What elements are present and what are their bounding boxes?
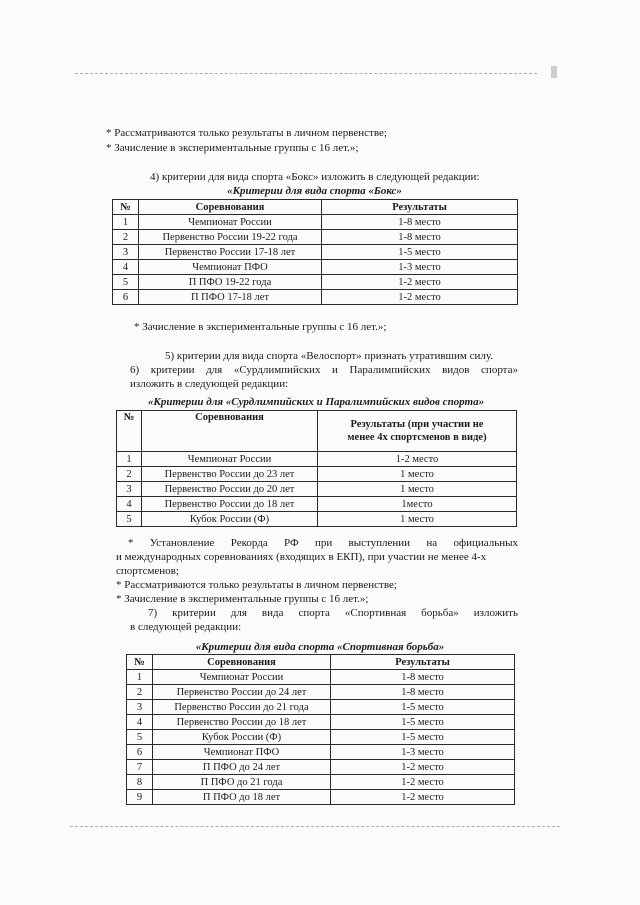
row-num: 5 bbox=[127, 730, 153, 745]
header-results: Результаты (при участии не менее 4х спортсменов в виде) bbox=[318, 411, 517, 452]
table-row bbox=[127, 685, 515, 700]
row-num: 4 bbox=[117, 497, 142, 512]
row-competition: Первенство России до 24 лет bbox=[153, 685, 331, 700]
row-num: 2 bbox=[117, 467, 142, 482]
table-row bbox=[117, 452, 517, 467]
table-header-row bbox=[127, 655, 515, 670]
paragraph-6-line-2: изложить в следующей редакции: bbox=[130, 378, 289, 390]
row-num: 9 bbox=[127, 790, 153, 805]
row-competition: Кубок России (Ф) bbox=[153, 730, 331, 745]
paragraph-4: 4) критерии для вида спорта «Бокс» изложить в следующей редакции: bbox=[150, 171, 480, 183]
row-num: 5 bbox=[117, 512, 142, 527]
scan-line-bottom bbox=[70, 826, 560, 827]
row-result: 1-3 место bbox=[322, 260, 518, 275]
paragraph-5: 5) критерии для вида спорта «Велоспорт» признать утратившим силу. bbox=[165, 350, 494, 362]
row-result: 1-2 место bbox=[331, 790, 515, 805]
row-result: 1-5 место bbox=[331, 715, 515, 730]
scan-line-top bbox=[75, 73, 537, 74]
row-competition: Чемпионат ПФО bbox=[139, 260, 322, 275]
row-result: 1 место bbox=[318, 512, 517, 527]
table-row bbox=[127, 730, 515, 745]
table-row bbox=[113, 260, 518, 275]
header-competitions: Соревнования bbox=[153, 655, 331, 670]
table-row bbox=[113, 275, 518, 290]
paragraph-6-line-1: 6) критерии для «Сурдлимпийских и Паралимпийских видов спорта» bbox=[130, 364, 518, 376]
row-result: 1-2 место bbox=[322, 290, 518, 305]
row-num: 4 bbox=[113, 260, 139, 275]
box-criteria-table bbox=[112, 199, 518, 305]
row-competition: П ПФО до 21 года bbox=[153, 775, 331, 790]
header-num: № bbox=[113, 200, 139, 215]
table-row bbox=[117, 497, 517, 512]
row-result: 1-8 место bbox=[331, 685, 515, 700]
row-competition: П ПФО 19-22 года bbox=[139, 275, 322, 290]
paralympic-criteria-table bbox=[116, 410, 517, 527]
top-note-1: * Рассматриваются только результаты в личном первенстве; bbox=[106, 127, 387, 139]
row-num: 3 bbox=[113, 245, 139, 260]
box-table-title: «Критерии для вида спорта «Бокс» bbox=[227, 185, 402, 197]
row-num: 4 bbox=[127, 715, 153, 730]
header-num: № bbox=[117, 411, 142, 452]
row-result: 1-2 место bbox=[322, 275, 518, 290]
row-num: 2 bbox=[113, 230, 139, 245]
table-row bbox=[117, 512, 517, 527]
table-row bbox=[127, 700, 515, 715]
row-competition: Кубок России (Ф) bbox=[142, 512, 318, 527]
header-num: № bbox=[127, 655, 153, 670]
row-result: 1-8 место bbox=[322, 230, 518, 245]
row-competition: Первенство России до 21 года bbox=[153, 700, 331, 715]
row-result: 1 место bbox=[318, 482, 517, 497]
table-row bbox=[127, 775, 515, 790]
table-row bbox=[117, 467, 517, 482]
row-result: 1-5 место bbox=[331, 730, 515, 745]
row-competition: Первенство России до 23 лет bbox=[142, 467, 318, 482]
paragraph-7-line-2: в следующей редакции: bbox=[130, 621, 242, 633]
row-num: 3 bbox=[117, 482, 142, 497]
row-competition: Первенство России 17-18 лет bbox=[139, 245, 322, 260]
para-table-title: «Критерии для «Сурдлимпийских и Паралимпийских видов спорта» bbox=[147, 396, 485, 408]
row-result: 1-2 место bbox=[331, 775, 515, 790]
wrestling-table-title: «Критерии для вида спорта «Спортивная борьба» bbox=[195, 641, 445, 653]
row-competition: П ПФО до 18 лет bbox=[153, 790, 331, 805]
header-competitions: Соревнования bbox=[142, 411, 318, 452]
row-num: 6 bbox=[127, 745, 153, 760]
table-row bbox=[127, 790, 515, 805]
table-header-row bbox=[113, 200, 518, 215]
table-row bbox=[113, 290, 518, 305]
table-row bbox=[127, 745, 515, 760]
row-competition: П ПФО 17-18 лет bbox=[139, 290, 322, 305]
table-header-row bbox=[117, 411, 517, 452]
row-competition: Первенство России до 20 лет bbox=[142, 482, 318, 497]
row-num: 6 bbox=[113, 290, 139, 305]
para-note-1: * Рассматриваются только результаты в личном первенстве; bbox=[116, 579, 397, 591]
table-row bbox=[113, 230, 518, 245]
para-note-2: * Зачисление в экспериментальные группы с 16 лет.»; bbox=[116, 593, 369, 605]
row-competition: Первенство России 19-22 года bbox=[139, 230, 322, 245]
row-competition: Первенство России до 18 лет bbox=[142, 497, 318, 512]
table-row bbox=[113, 215, 518, 230]
row-result: 1-2 место bbox=[318, 452, 517, 467]
row-competition: П ПФО до 24 лет bbox=[153, 760, 331, 775]
record-note-line-1: * Установление Рекорда РФ при выступлении на официальных bbox=[128, 537, 518, 549]
row-num: 3 bbox=[127, 700, 153, 715]
row-result: 1-2 место bbox=[331, 760, 515, 775]
box-note: * Зачисление в экспериментальные группы с 16 лет.»; bbox=[134, 321, 387, 333]
top-note-2: * Зачисление в экспериментальные группы с 16 лет.»; bbox=[106, 142, 359, 154]
header-results: Результаты bbox=[322, 200, 518, 215]
row-num: 1 bbox=[117, 452, 142, 467]
row-num: 8 bbox=[127, 775, 153, 790]
row-num: 1 bbox=[127, 670, 153, 685]
row-result: 1-8 место bbox=[322, 215, 518, 230]
table-row bbox=[113, 245, 518, 260]
wrestling-criteria-table bbox=[126, 654, 515, 805]
row-competition: Первенство России до 18 лет bbox=[153, 715, 331, 730]
row-result: 1-8 место bbox=[331, 670, 515, 685]
table-row bbox=[127, 715, 515, 730]
record-note-line-3: спортсменов; bbox=[116, 565, 179, 577]
table-row bbox=[117, 482, 517, 497]
row-competition: Чемпионат России bbox=[153, 670, 331, 685]
row-num: 7 bbox=[127, 760, 153, 775]
paragraph-7-line-1: 7) критерии для вида спорта «Спортивная борьба» изложить bbox=[148, 607, 518, 619]
header-results: Результаты bbox=[331, 655, 515, 670]
row-competition: Чемпионат ПФО bbox=[153, 745, 331, 760]
row-num: 5 bbox=[113, 275, 139, 290]
row-result: 1место bbox=[318, 497, 517, 512]
row-result: 1-3 место bbox=[331, 745, 515, 760]
row-competition: Чемпионат России bbox=[139, 215, 322, 230]
table-row bbox=[127, 760, 515, 775]
row-competition: Чемпионат России bbox=[142, 452, 318, 467]
record-note-line-2: и международных соревнованиях (входящих в ЕКП), при участии не менее 4-х bbox=[116, 551, 487, 563]
row-result: 1 место bbox=[318, 467, 517, 482]
row-result: 1-5 место bbox=[331, 700, 515, 715]
scan-mark-corner bbox=[551, 66, 557, 78]
table-row bbox=[127, 670, 515, 685]
header-competitions: Соревнования bbox=[139, 200, 322, 215]
row-result: 1-5 место bbox=[322, 245, 518, 260]
row-num: 2 bbox=[127, 685, 153, 700]
row-num: 1 bbox=[113, 215, 139, 230]
